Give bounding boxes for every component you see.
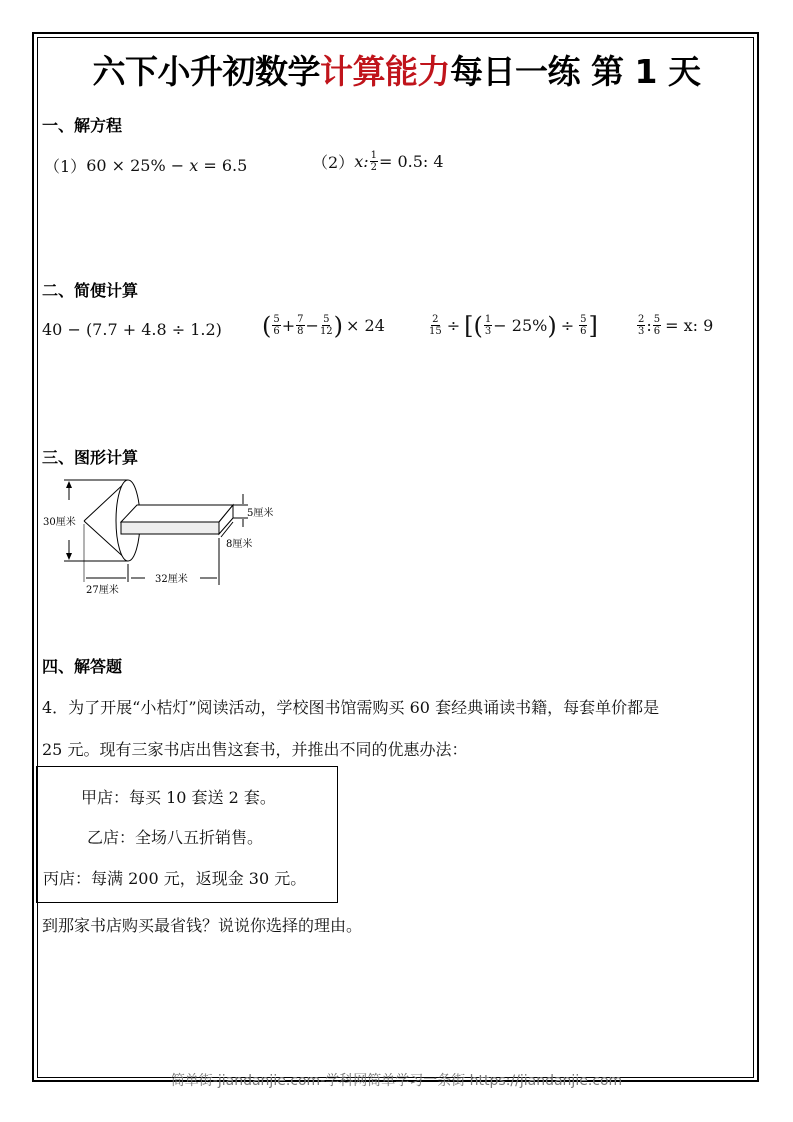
offer-bing: 丙店：每满 200 元，返现金 30 元。 [43, 869, 307, 888]
question-line-1: 4．为了开展“小桔灯”阅读活动，学校图书馆需购买 60 套经典诵读书籍，每套单价都是 [42, 698, 660, 717]
label-27cm: 27厘米 [86, 585, 119, 596]
label-8cm: 8厘米 [226, 539, 253, 550]
section-heading-geometry: 三、图形计算 [42, 448, 139, 467]
offer-jia: 甲店：每买 10 套送 2 套。 [81, 788, 276, 807]
equation-2-pre: x: [354, 152, 369, 171]
footer-watermark: 简单街-jiandanjie.com-学科网简单学习一条街 https://jiandanjie.com [170, 1073, 623, 1089]
simplify-2: ( $\frac{5}{6}$ + $\frac{7}{8}$ − $\frac{5}{12}$ ) × 24 [262, 311, 385, 340]
title-highlight: 计算能力 [320, 52, 451, 91]
title-part2: 每日一练 第 1 天 [450, 52, 701, 91]
title-part1: 六下小升初数学 [92, 52, 321, 91]
simplify-3: $\frac{2}{15}$ ÷ [ ( $\frac{1}{3}$ − 25% ) ÷ $\frac{5}{6}$ ] [429, 311, 598, 340]
section-heading-word-problem: 四、解答题 [42, 657, 123, 676]
simplify-1: 40 − (7.7 + 4.8 ÷ 1.2) [42, 320, 222, 339]
fraction: $\frac{1}{2}$ [370, 150, 377, 173]
offer-yi: 乙店：全场八五折销售。 [87, 828, 264, 847]
equation-2-label: （2） [312, 153, 355, 172]
simplify-4: $\frac{2}{3}$ : $\frac{5}{6}$ = x: 9 [638, 314, 714, 337]
label-5cm: 5厘米 [247, 508, 274, 519]
question-line-2: 25 元。现有三家书店出售这套书，并推出不同的优惠办法： [42, 740, 468, 759]
equation-1-label: （1） [44, 157, 87, 176]
equation-1: （1） 60 × 25% − x = 6.5 [44, 156, 248, 176]
question-end: 到那家书店购买最省钱？说说你选择的理由。 [42, 916, 363, 935]
section-heading-simplify: 二、简便计算 [42, 281, 139, 300]
label-30cm: 30厘米 [43, 517, 76, 528]
offers-box [36, 766, 338, 903]
section-heading-equations: 一、解方程 [42, 116, 123, 135]
equation-2-post: = 0.5: 4 [378, 152, 444, 171]
label-32cm: 32厘米 [155, 574, 188, 585]
